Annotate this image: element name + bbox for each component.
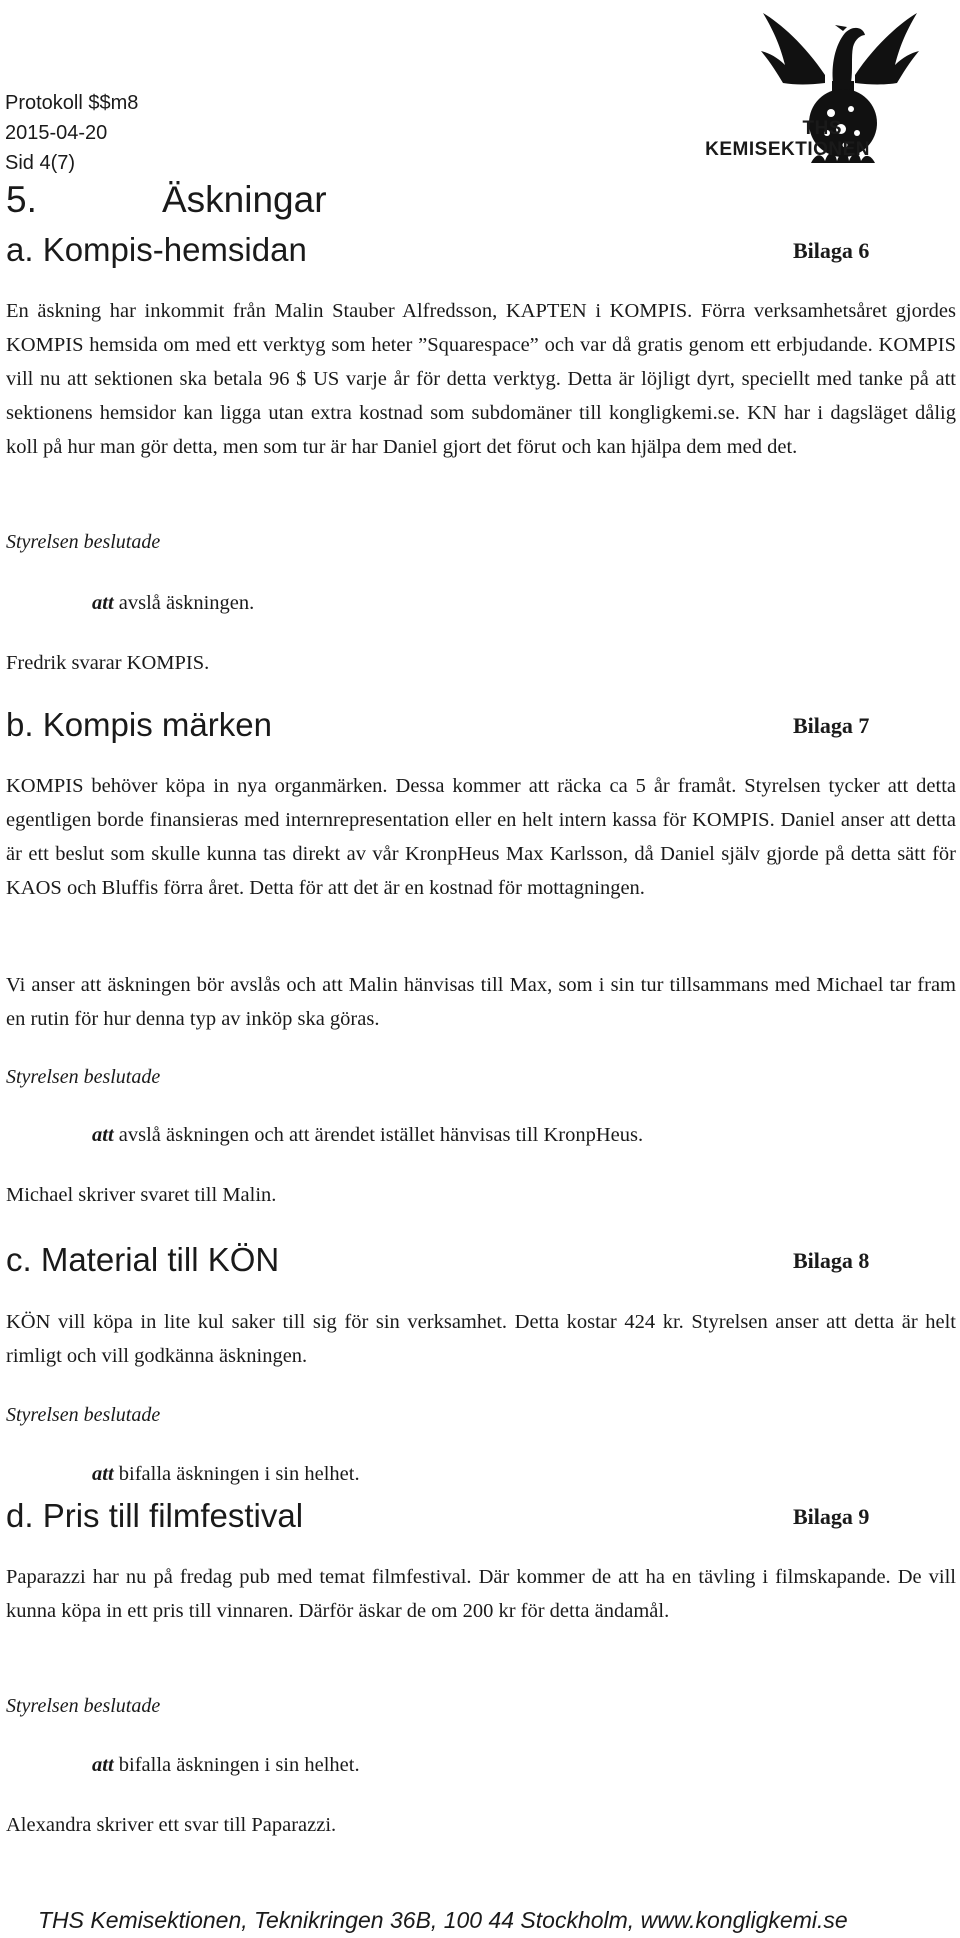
- item-a-paragraph: En äskning har inkommit från Malin Stauber Alfredsson, KAPTEN i KOMPIS. Förra verksamhetsåret gjordes KOMPIS hemsida om med ett verktyg som heter ”Squarespace” och var då gratis genom ett erbjudande. KOMPIS vill nu att sektionen ska betala 96 $ US varje år för detta verktyg. Detta är löjligt dyrt, speciellt med tanke på att sektionens hemsidor kan ligga utan extra kostnad som subdomäner till kongligkemi.se. KN har i dagsläget dålig koll på hur man gör detta, men som tur är har Daniel gjort det förut och kan hjälpa dem med det.: [6, 300, 956, 458]
- att-word: att: [92, 1124, 114, 1146]
- att-word: att: [92, 592, 114, 614]
- item-title: c. Material till KÖN: [6, 1241, 280, 1278]
- beslut-label: Styrelsen beslutade: [6, 1404, 161, 1426]
- item-b-paragraph-1: KOMPIS behöver köpa in nya organmärken. Dessa kommer att räcka ca 5 år framåt. Styrelsen tycker att detta egentligen borde finansieras med internrepresentation eller en helt intern kassa för KOMPIS. Daniel anser att detta är ett beslut som skulle kunna tas direkt av vår KronpHeus Max Karlsson, då Daniel själv gjorde på detta sätt för KAOS och Bluffis förra året. Detta för att det är en kostnad för mottagningen.: [6, 775, 956, 899]
- item-d-note: Alexandra skriver ett svar till Paparazzi.: [6, 1814, 337, 1836]
- item-c-heading: [6, 1240, 958, 1280]
- bilaga-label: Bilaga 8: [793, 1248, 870, 1273]
- item-c-paragraph: KÖN vill köpa in lite kul saker till sig för sin verksamhet. Detta kostar 424 kr. Styrelsen anser att detta är helt rimligt och vill godkänna äskningen.: [6, 1311, 956, 1367]
- att-word: att: [92, 1463, 114, 1485]
- bilaga-label: Bilaga 7: [793, 713, 870, 738]
- item-b-heading: [6, 705, 958, 745]
- item-a-note: Fredrik svarar KOMPIS.: [6, 652, 210, 674]
- item-title: b. Kompis märken: [6, 706, 272, 743]
- decision-line: [92, 1460, 360, 1488]
- section-title: Äskningar: [162, 179, 327, 220]
- item-title: a. Kompis-hemsidan: [6, 231, 307, 268]
- decision-text: bifalla äskningen i sin helhet.: [113, 1754, 360, 1776]
- item-b-note: Michael skriver svaret till Malin.: [6, 1184, 277, 1206]
- logo-wordmark: [685, 118, 870, 160]
- item-title: d. Pris till filmfestival: [6, 1497, 304, 1534]
- section-heading: [6, 178, 327, 222]
- item-d-heading: [6, 1496, 958, 1536]
- bilaga-label: Bilaga 6: [793, 238, 870, 263]
- item-d-paragraph: Paparazzi har nu på fredag pub med temat filmfestival. Där kommer de att ha en tävling i filmskapande. De vill kunna köpa in ett pris till vinnaren. Därför äskar de om 200 kr för detta ändamål.: [6, 1566, 956, 1622]
- item-a-heading: [6, 230, 958, 270]
- protocol-label: Protokoll $$m8: [5, 92, 139, 114]
- decision-line: [92, 1121, 643, 1149]
- beslut-label: Styrelsen beslutade: [6, 1066, 161, 1088]
- section-number: 5.: [6, 179, 37, 220]
- decision-line: [92, 589, 254, 617]
- decision-line: [92, 1751, 360, 1779]
- page-indicator: Sid 4(7): [5, 152, 76, 174]
- protocol-date: 2015-04-20: [5, 122, 108, 144]
- logo-line-kemisektionen: KEMISEKTIONEN: [705, 139, 870, 160]
- decision-text: bifalla äskningen i sin helhet.: [113, 1463, 360, 1485]
- ths-kemisektionen-logo: [685, 5, 957, 165]
- beslut-label: Styrelsen beslutade: [6, 531, 161, 553]
- beslut-label: Styrelsen beslutade: [6, 1695, 161, 1717]
- decision-text: avslå äskningen.: [113, 592, 255, 614]
- decision-text: avslå äskningen och att ärendet istället hänvisas till KronpHeus.: [113, 1124, 644, 1146]
- item-b-paragraph-2: Vi anser att äskningen bör avslås och att Malin hänvisas till Max, som i sin tur tillsammans med Michael tar fram en rutin för hur denna typ av inköp ska göras.: [6, 974, 956, 1030]
- bilaga-label: Bilaga 9: [793, 1504, 870, 1529]
- att-word: att: [92, 1754, 114, 1776]
- logo-line-ths: THS: [802, 118, 842, 139]
- page-footer: THS Kemisektionen, Teknikringen 36B, 100 44 Stockholm, www.kongligkemi.se: [38, 1907, 848, 1933]
- document-meta: [5, 88, 138, 178]
